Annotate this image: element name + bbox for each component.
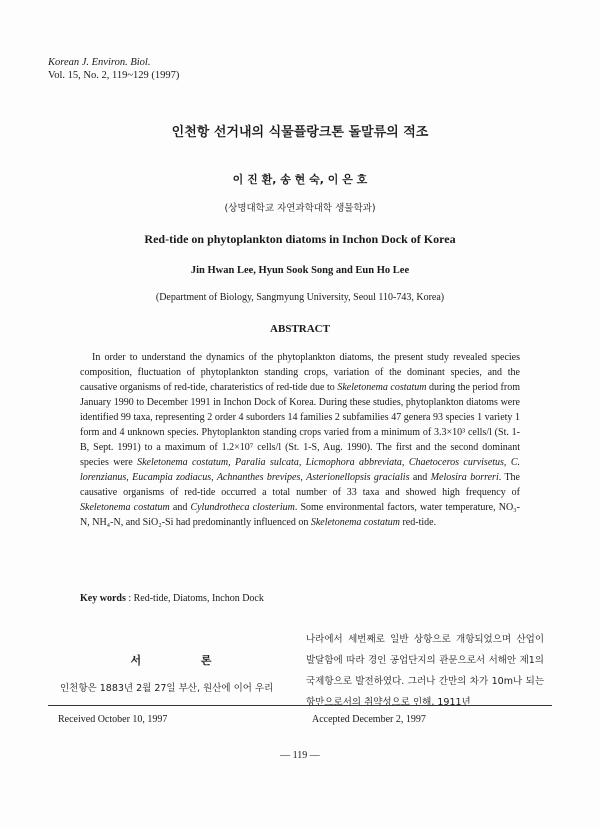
introduction-heading: 서 론 [130,654,240,667]
journal-citation [48,56,179,82]
accepted-date: Accepted December 2, 1997 [312,714,426,725]
species-name: Skeletonema costatum [337,382,427,393]
abstract-text: . The causative organisms of red-tide occurred a total number of 33 taxa and showed high frequency of [80,472,520,498]
abstract-text: and [409,472,431,483]
keywords-text: : Red-tide, Diatoms, Inchon Dock [125,593,264,604]
abstract-heading: ABSTRACT [270,323,330,335]
page-number: — 119 — [280,750,320,761]
english-authors: Jin Hwan Lee, Hyun Sook Song and Eun Ho Lee [190,265,410,276]
korean-title: 인천항 선거내의 식물플랑크톤 돌말류의 적조 [171,125,429,140]
species-name: Skeletonema costatum [310,517,400,528]
abstract-text: red-tide. [399,517,437,528]
abstract-text: during the period from January 1990 to December 1991 in Inchon Dock of Korea. During these studies, phytoplankton diatoms were identified 99 taxa, representing 2 order 4 suborders 14 families 2 subfamilies 47 genera 93 species 1 variety 1 form and 4 unknown species. Phytoplankton standing crops varied from a minimum of 3.3×10³ cells/l (St. 1-B, Sept. 1991) to a maximum of 1.2×10⁷ cells/l (St. 1-S, Aug. 1990). The first and the second dominant species were [80,382,520,468]
journal-name: Korean J. Environ. Biol. [48,57,151,68]
abstract-text: and [169,502,191,513]
keywords [80,593,264,604]
abstract-text: . Some environmental factors, water temperature, NO₃-N, NH₄-N, and SiO₂-Si had predominantly influenced on [80,502,520,528]
abstract-body [80,350,520,530]
english-affiliation: (Department of Biology, Sangmyung University, Seoul 110-743, Korea) [155,292,445,303]
received-date: Received October 10, 1997 [58,714,168,725]
species-list: Skeletonema costatum, Paralia sulcata, Licmophora abbreviata, Chaetoceros curvisetus, C. lorenzianus, Eucampia zodiacus, Achnanthes brevipes, Asterionellopsis gracialis [80,457,520,483]
abstract-paragraph [80,350,520,530]
introduction-right-text: 나라에서 세번째로 일반 상항으로 개항되었으며 산업이 발달함에 따라 경인 공업단지의 관문으로서 서해안 제1의 국제항으로 발전하였다. 그러나 간만의 차가 10m나 되는 항만으로서의 취약성으로 인해, 1911년 [306,634,544,708]
journal-volume: Vol. 15, No. 2, 119~129 (1997) [48,70,180,81]
footer-divider [48,705,552,706]
korean-affiliation: (상명대학교 자연과학대학 생물학과) [224,203,376,214]
species-name: Melosira borreri [430,472,499,483]
species-name: Cylundrotheca closterium [190,502,295,513]
introduction-left-text: 인천항은 1883년 2월 27일 부산, 원산에 이어 우리 [60,683,274,694]
keywords-label: Key words [80,593,126,604]
korean-authors: 이 진 환, 송 현 숙, 이 은 호 [232,173,368,186]
abstract-text: In order to understand the dynamics of the phytoplankton diatoms, the present study revealed species composition, fluctuation of phytoplankton standing crops, variation of the dominant species, and the causative organisms of red-tide, charateristics of red-tide due to [80,352,520,393]
species-name: Skeletonema costatum [80,502,170,513]
english-title: Red-tide on phytoplankton diatoms in Inchon Dock of Korea [144,232,456,246]
